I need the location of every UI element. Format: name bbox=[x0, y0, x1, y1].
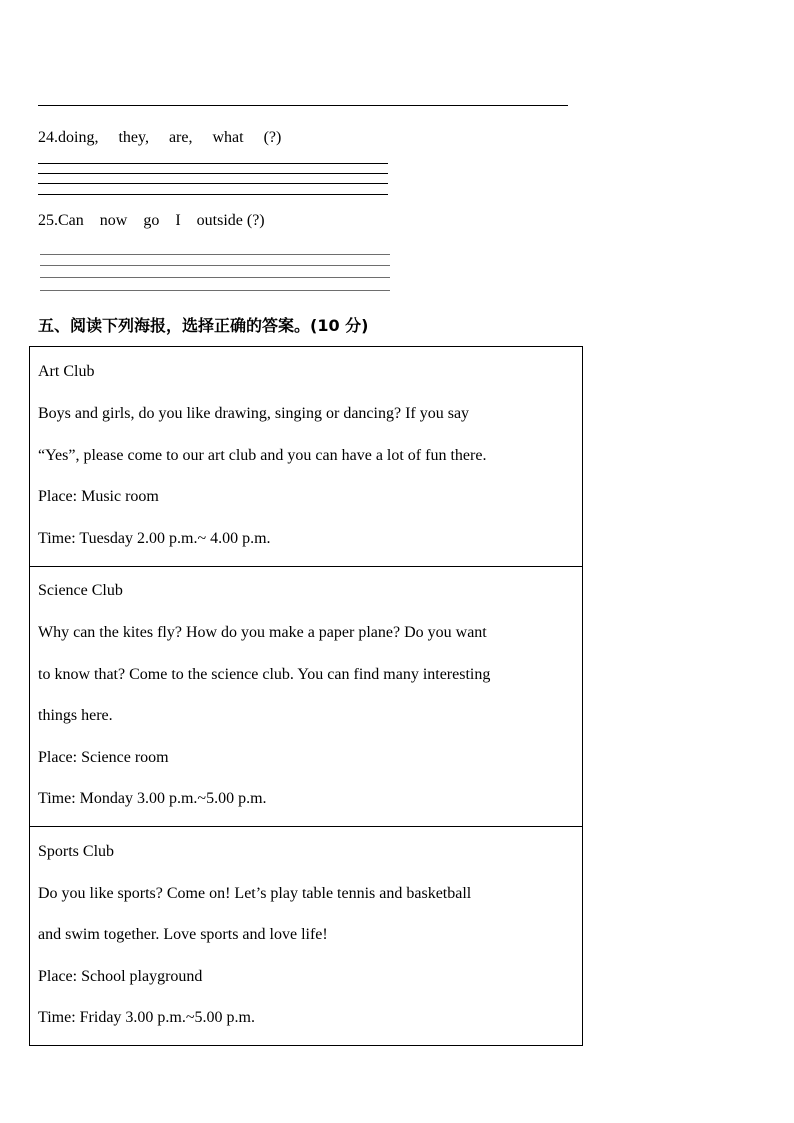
question-24 bbox=[38, 129, 281, 147]
question-words: doing, they, are, what (?) bbox=[58, 129, 282, 146]
poster-text: things here. bbox=[38, 707, 113, 724]
poster-place: Place: Music room bbox=[38, 488, 159, 505]
section-heading: 五、阅读下列海报，选择正确的答案。(10 分) bbox=[38, 316, 369, 335]
poster-science-club bbox=[29, 566, 583, 827]
poster-text: “Yes”, please come to our art club and you can have a lot of fun there. bbox=[38, 447, 487, 464]
poster-place: Place: School playground bbox=[38, 968, 203, 985]
question-number: 24. bbox=[38, 129, 58, 146]
poster-text: Boys and girls, do you like drawing, singing or dancing? If you say bbox=[38, 405, 470, 422]
poster-place: Place: Science room bbox=[38, 749, 169, 766]
poster-title: Sports Club bbox=[38, 843, 115, 860]
poster-art-club bbox=[29, 346, 583, 567]
question-25 bbox=[38, 212, 265, 230]
answer-line bbox=[38, 105, 568, 106]
poster-time: Time: Friday 3.00 p.m.~5.00 p.m. bbox=[38, 1009, 255, 1026]
question-words: Can now go I outside (?) bbox=[58, 212, 265, 229]
poster-sports-club bbox=[29, 827, 583, 1046]
poster-title: Science Club bbox=[38, 582, 123, 599]
poster-text: to know that? Come to the science club. You can find many interesting bbox=[38, 666, 491, 683]
poster-title: Art Club bbox=[38, 363, 95, 380]
poster-text: Do you like sports? Come on! Let’s play table tennis and basketball bbox=[38, 885, 472, 902]
poster-text: and swim together. Love sports and love life! bbox=[38, 926, 328, 943]
poster-text: Why can the kites fly? How do you make a paper plane? Do you want bbox=[38, 624, 487, 641]
poster-time: Time: Tuesday 2.00 p.m.~ 4.00 p.m. bbox=[38, 530, 271, 547]
question-number: 25. bbox=[38, 212, 58, 229]
poster-time: Time: Monday 3.00 p.m.~5.00 p.m. bbox=[38, 790, 267, 807]
